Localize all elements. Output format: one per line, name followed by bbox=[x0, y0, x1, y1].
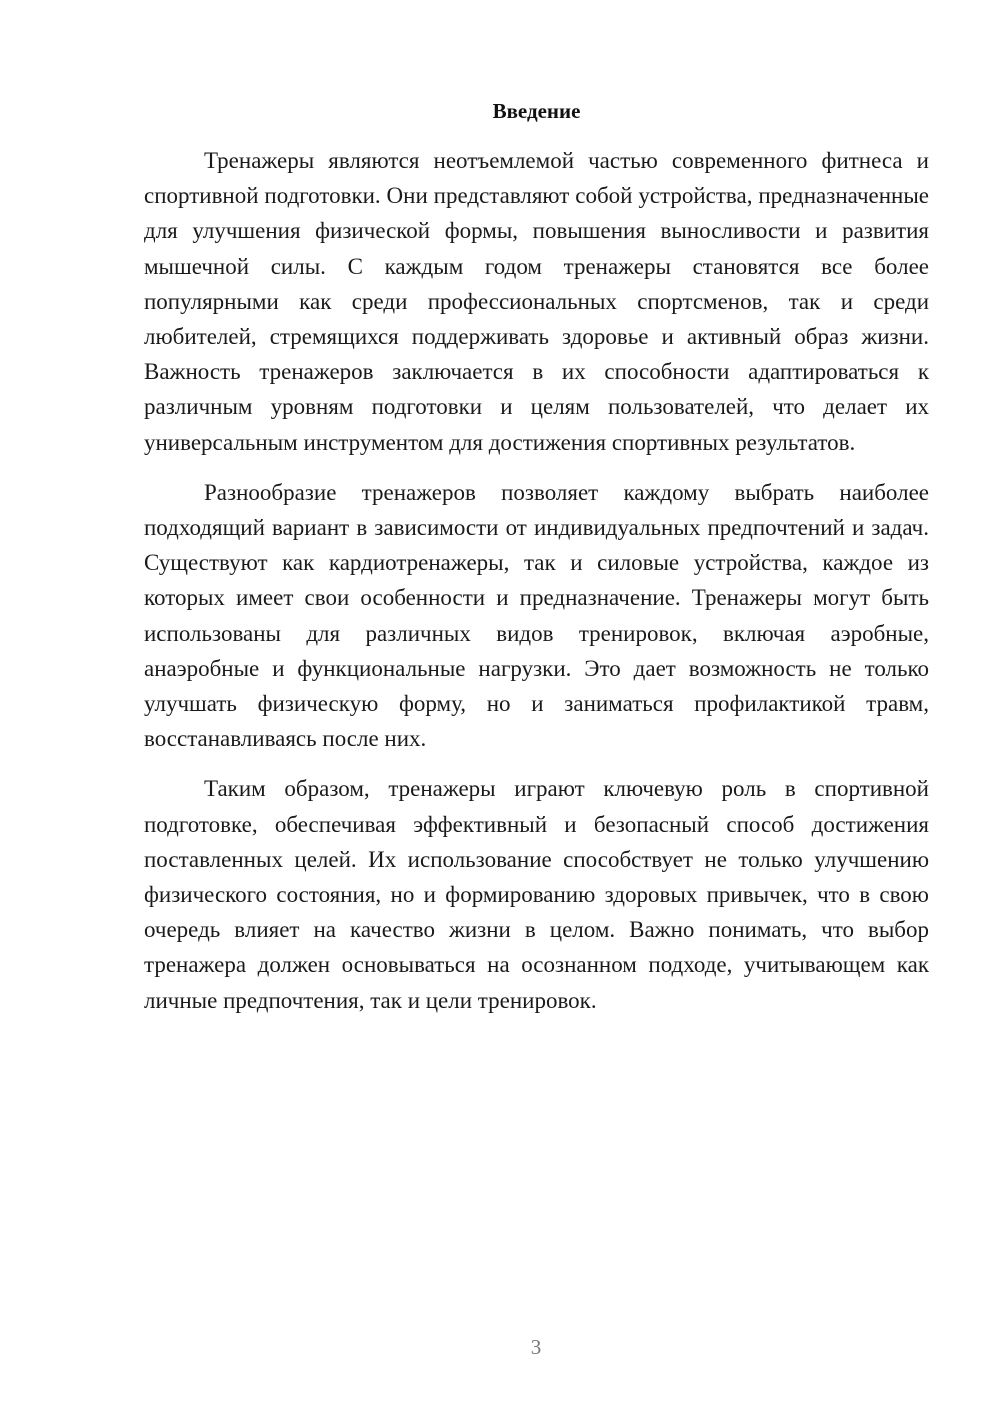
page-number: 3 bbox=[530, 1335, 542, 1359]
paragraph-2: Разнообразие тренажеров позволяет каждому выбрать наиболее подходящий вариант в зависимости от индивидуальных предпочтений и задач. Существуют как кардиотренажеры, так и силовые устройства, каждое из которых имеет свои особенности и предназначение. Тренажеры могут быть использованы для различных видов тренировок, включая аэробные, анаэробные и функциональные нагрузки. Это дает возможность не только улучшать физическую форму, но и заниматься профилактикой травм, восстанавливаясь после них. bbox=[144, 479, 929, 752]
body-text bbox=[144, 143, 929, 1018]
paragraph-3: Таким образом, тренажеры играют ключевую роль в спортивной подготовке, обеспечивая эффективный и безопасный способ достижения поставленных целей. Их использование способствует не только улучшению физического состояния, но и формированию здоровых привычек, что в свою очередь влияет на качество жизни в целом. Важно понимать, что выбор тренажера должен основываться на осознанном подходе, учитывающем как личные предпочтения, так и цели тренировок. bbox=[144, 776, 929, 1013]
paragraph-1: Тренажеры являются неотъемлемой частью современного фитнеса и спортивной подготовки. Они представляют собой устройства, предназначенные для улучшения физической формы, повышения выносливости и развития мышечной силы. С каждым годом тренажеры становятся все более популярными как среди профессиональных спортсменов, так и среди любителей, стремящихся поддерживать здоровье и активный образ жизни. Важность тренажеров заключается в их способности адаптироваться к различным уровням подготовки и целям пользователей, что делает их универсальным инструментом для достижения спортивных результатов. bbox=[144, 148, 929, 455]
page-title: Введение bbox=[492, 99, 581, 123]
